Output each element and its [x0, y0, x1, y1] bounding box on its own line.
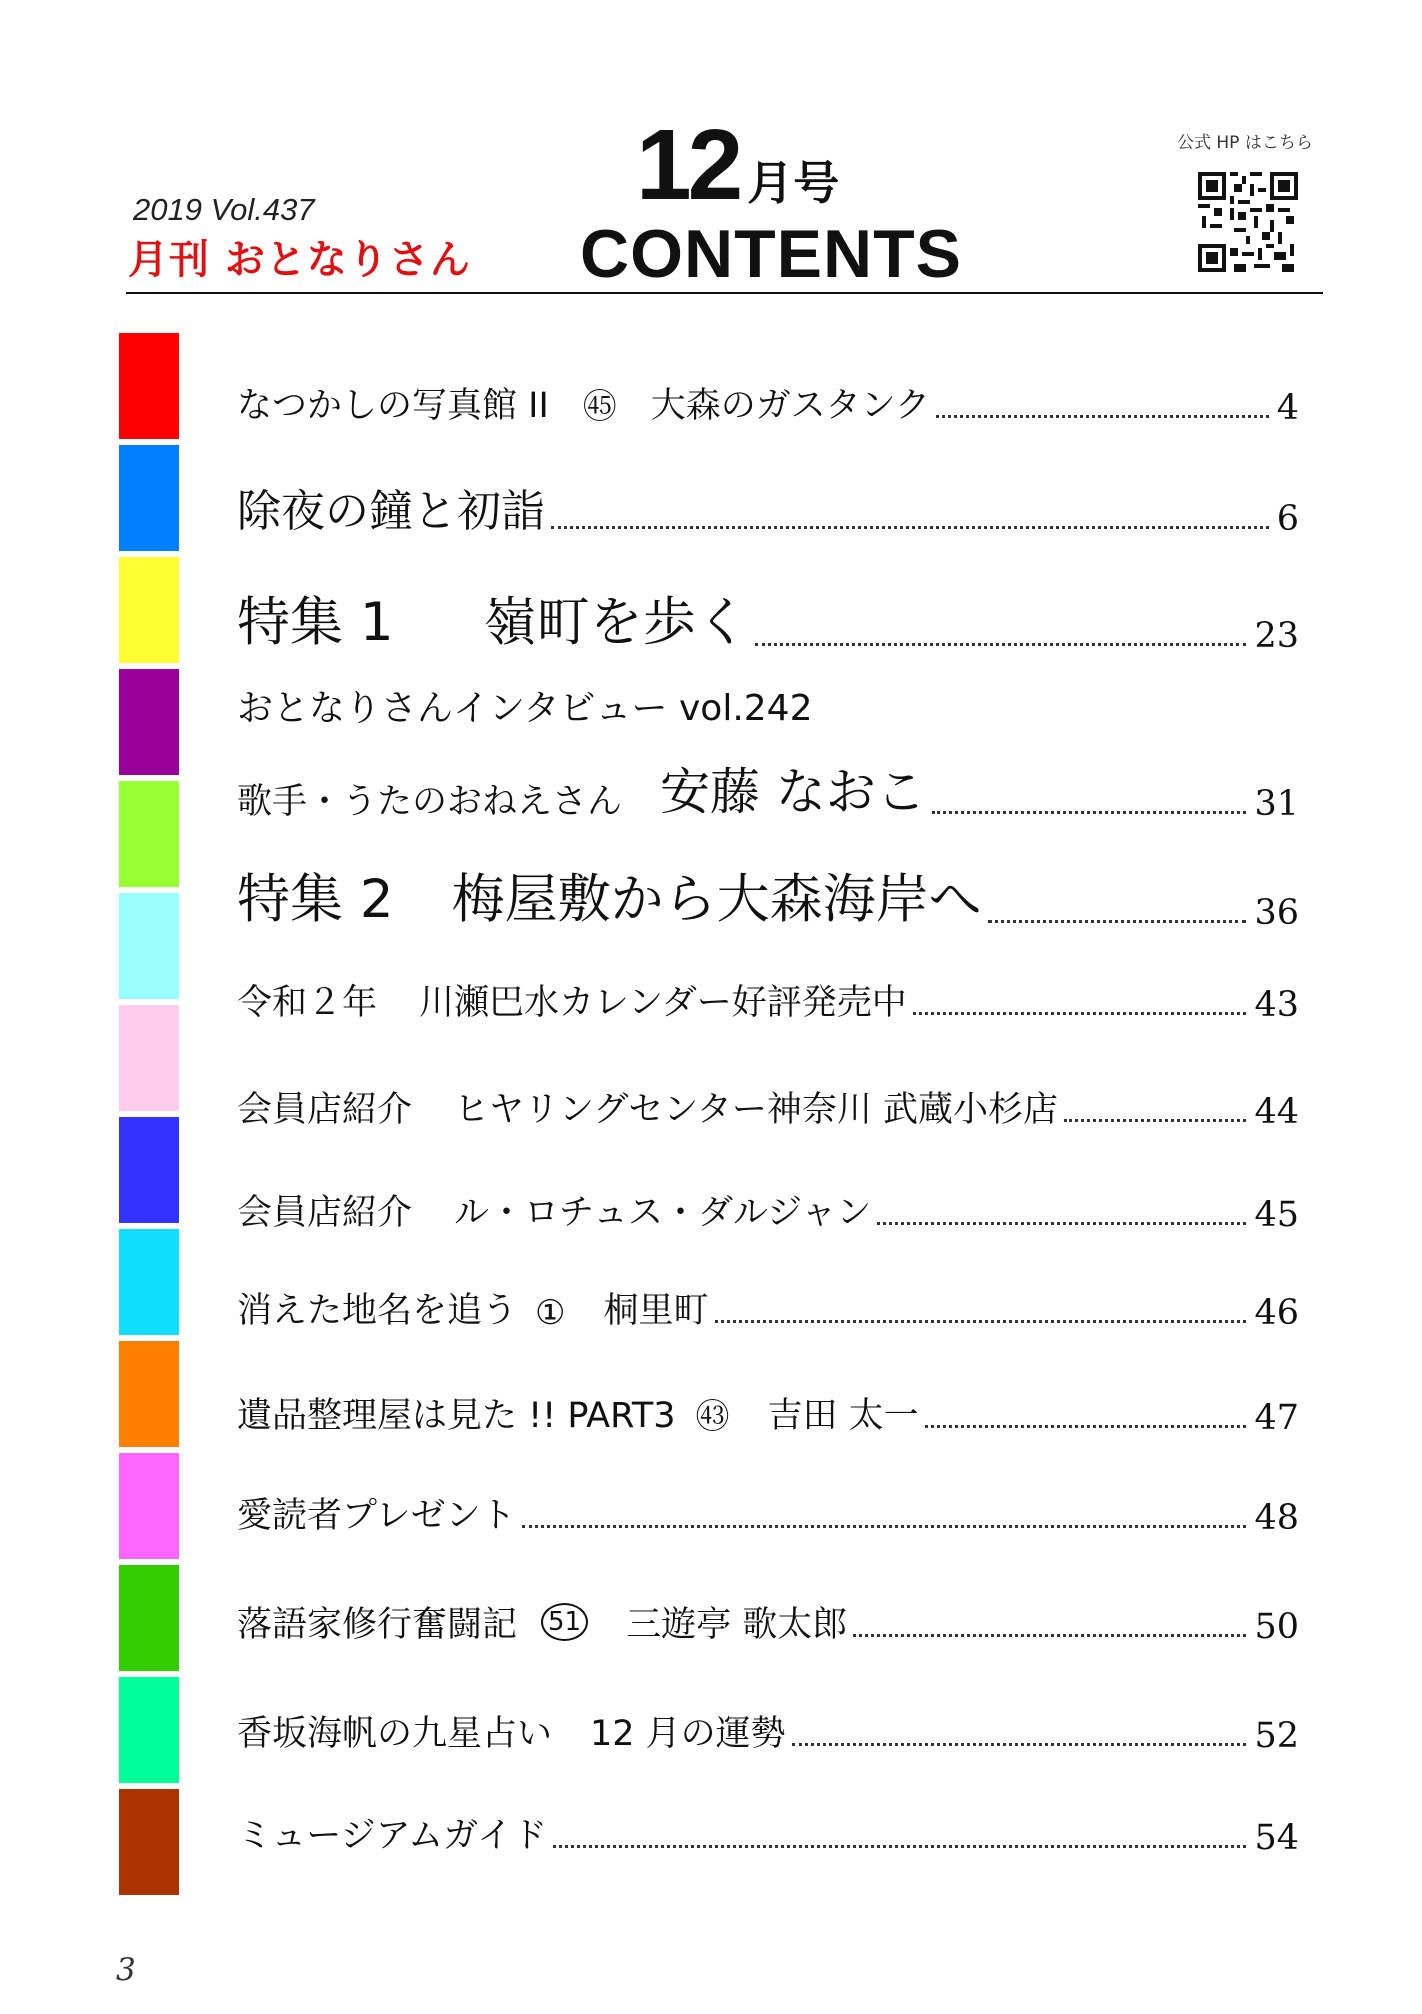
interview-series-label: おとなりさんインタビュー vol.242 [237, 688, 813, 729]
qr-caption: 公式 HP はこちら [1177, 133, 1313, 153]
entry-title: 梅屋敷から大森海岸へ [451, 869, 982, 930]
dot-leader [936, 415, 1269, 418]
color-tab-12 [119, 1565, 179, 1671]
entry-title: 大森のガスタンク [650, 386, 931, 426]
entry-page: 43 [1254, 985, 1299, 1025]
toc-entry-1[interactable] [237, 378, 1299, 428]
entry-page: 45 [1254, 1195, 1299, 1235]
toc-entry-9[interactable] [237, 1283, 1299, 1333]
toc-entry-2[interactable] [237, 475, 1299, 539]
entry-prefix: 遺品整理屋は見た !! PART3 [237, 1396, 676, 1436]
toc-entry-6[interactable] [237, 975, 1299, 1025]
color-tab-14 [119, 1789, 179, 1895]
qr-code-icon[interactable] [1198, 172, 1298, 272]
entry-number: 51 [541, 1603, 588, 1641]
toc-entry-10[interactable] [237, 1388, 1299, 1438]
color-tab-5 [119, 781, 179, 887]
entry-page: 6 [1276, 499, 1299, 539]
entry-prefix: 歌手・うたのおねえさん [237, 782, 623, 822]
color-tab-2 [119, 445, 179, 551]
entry-prefix: 落語家修行奮闘記 [237, 1605, 518, 1645]
entry-title: 川瀬巴水カレンダー好評発売中 [419, 983, 907, 1023]
entry-title: 三遊亭 歌太郎 [626, 1605, 848, 1645]
contents-title: CONTENTS [580, 216, 962, 292]
entry-title: 除夜の鐘と初詣 [237, 486, 545, 537]
magazine-title-logo: 月刊 おとなりさん [128, 237, 471, 283]
entry-page: 47 [1254, 1398, 1299, 1438]
entry-prefix: なつかしの写真館 II [237, 386, 549, 426]
entry-page: 54 [1254, 1818, 1299, 1858]
color-tab-3 [119, 557, 179, 663]
toc-entry-12[interactable] [237, 1597, 1299, 1647]
color-tab-8 [119, 1117, 179, 1223]
entry-prefix: 特集 1 [237, 592, 394, 653]
entry-number: ㊸ [695, 1397, 730, 1437]
dot-leader [755, 643, 1247, 646]
color-tab-11 [119, 1453, 179, 1559]
entry-title: 嶺町を歩く [483, 592, 749, 653]
toc-entry-4[interactable] [237, 752, 1299, 824]
dot-leader [925, 1425, 1247, 1428]
dot-leader [877, 1222, 1246, 1225]
entry-page: 46 [1254, 1293, 1299, 1333]
page-number: 3 [116, 1952, 136, 1988]
entry-title: 愛読者プレゼント [237, 1496, 516, 1536]
dot-leader [522, 1525, 1247, 1528]
toc-entry-7[interactable] [237, 1082, 1299, 1132]
color-tab-strip [119, 333, 179, 1901]
volume-label: 2019 Vol.437 [133, 192, 315, 227]
header [0, 0, 1422, 300]
dot-leader [932, 811, 1247, 814]
entry-prefix: 会員店紹介 [237, 1193, 413, 1233]
entry-prefix: 特集 2 [237, 869, 394, 930]
dot-leader [853, 1634, 1246, 1637]
header-divider [126, 292, 1323, 294]
entry-title: ヒヤリングセンター神奈川 武蔵小杉店 [454, 1090, 1059, 1130]
entry-title: 吉田 太一 [767, 1396, 919, 1436]
dot-leader [553, 1845, 1246, 1848]
toc-entry-11[interactable] [237, 1488, 1299, 1538]
entry-page: 4 [1276, 388, 1299, 428]
entry-prefix: 令和２年 [237, 983, 378, 1023]
entry-number: ㊺ [582, 387, 617, 427]
issue-unit: 月号 [747, 156, 840, 210]
toc-entry-3[interactable] [237, 580, 1299, 656]
entry-number: ① [535, 1293, 566, 1333]
entry-prefix: 会員店紹介 [237, 1090, 413, 1130]
entry-title: 安藤 なおこ [660, 763, 926, 821]
entry-prefix: 消えた地名を追う [237, 1291, 518, 1331]
color-tab-4 [119, 669, 179, 775]
color-tab-6 [119, 893, 179, 999]
issue-heading [636, 108, 839, 223]
dot-leader [913, 1012, 1247, 1015]
dot-leader [988, 920, 1247, 923]
entry-prefix: 香坂海帆の九星占い [237, 1714, 553, 1754]
color-tab-9 [119, 1229, 179, 1335]
dot-leader [792, 1743, 1247, 1746]
color-tab-13 [119, 1677, 179, 1783]
entry-page: 31 [1254, 784, 1299, 824]
entry-page: 52 [1254, 1716, 1299, 1756]
dot-leader [1064, 1119, 1246, 1122]
entry-page: 23 [1254, 616, 1299, 656]
dot-leader [551, 526, 1269, 529]
color-tab-7 [119, 1005, 179, 1111]
entry-title: ル・ロチュス・ダルジャン [454, 1193, 872, 1233]
issue-number: 12 [636, 109, 740, 221]
entry-page: 50 [1254, 1607, 1299, 1647]
toc-entry-8[interactable] [237, 1185, 1299, 1235]
dot-leader [715, 1320, 1247, 1323]
color-tab-10 [119, 1341, 179, 1447]
entry-title: 桐里町 [603, 1291, 709, 1331]
entry-title: ミュージアムガイド [237, 1816, 548, 1856]
toc-entry-14[interactable] [237, 1808, 1299, 1858]
entry-page: 44 [1254, 1092, 1299, 1132]
entry-page: 36 [1254, 893, 1299, 933]
entry-page: 48 [1254, 1498, 1299, 1538]
color-tab-1 [119, 333, 179, 439]
toc-entry-5[interactable] [237, 857, 1299, 933]
toc-entry-13[interactable] [237, 1706, 1299, 1756]
entry-title: 12 月の運勢 [590, 1714, 786, 1754]
